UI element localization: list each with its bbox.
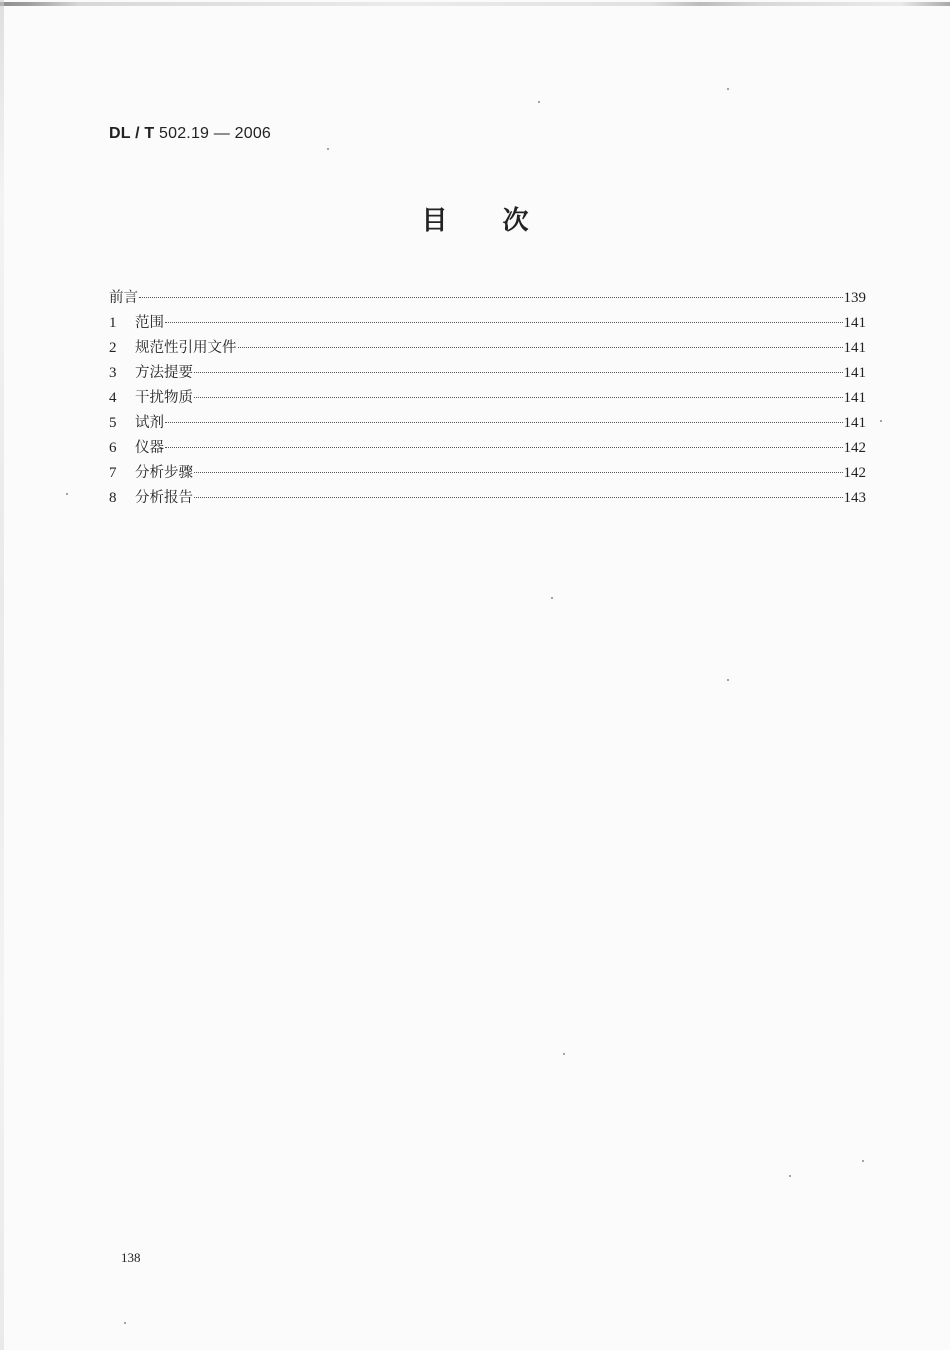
scan-top-edge: [0, 2, 950, 6]
toc-leader: [238, 347, 843, 348]
table-of-contents: [109, 286, 866, 511]
title-char-1: 目: [421, 206, 448, 236]
toc-page: 141: [843, 315, 866, 331]
toc-label: 试剂: [135, 415, 164, 431]
toc-leader: [165, 447, 843, 448]
toc-label: 干扰物质: [135, 390, 193, 406]
toc-number: 2: [109, 340, 117, 356]
scan-speck: [563, 1053, 565, 1055]
toc-item-7[interactable]: [109, 461, 866, 486]
toc-page: 141: [843, 415, 866, 431]
toc-leader: [194, 472, 843, 473]
toc-item-3[interactable]: [109, 361, 866, 386]
toc-label: 分析报告: [135, 490, 193, 506]
toc-leader: [165, 422, 843, 423]
page-title: [0, 200, 950, 237]
scan-speck: [538, 101, 540, 103]
scan-speck: [327, 148, 329, 150]
toc-label: 仪器: [135, 440, 164, 456]
scan-speck: [862, 1160, 864, 1162]
toc-item-8[interactable]: [109, 486, 866, 511]
toc-page: 139: [843, 290, 866, 306]
scan-speck: [727, 679, 729, 681]
toc-number: 3: [109, 365, 117, 381]
standard-number: 502.19 — 2006: [154, 125, 272, 142]
toc-number: 4: [109, 390, 117, 406]
standard-prefix: DL / T: [109, 125, 155, 142]
scan-speck: [789, 1175, 791, 1177]
toc-page: 142: [843, 440, 866, 456]
page-number: 138: [121, 1250, 141, 1265]
toc-label: 范围: [135, 315, 164, 331]
toc-number: 6: [109, 440, 117, 456]
toc-number: 1: [109, 315, 117, 331]
toc-leader: [194, 372, 843, 373]
toc-page: 141: [843, 340, 866, 356]
toc-number: 7: [109, 465, 117, 481]
toc-label: 前言: [109, 290, 138, 306]
toc-label: 分析步骤: [135, 465, 193, 481]
scan-speck: [880, 420, 882, 422]
scan-speck: [124, 1322, 126, 1324]
toc-leader: [165, 322, 843, 323]
toc-page: 143: [843, 490, 866, 506]
toc-item-2[interactable]: [109, 336, 866, 361]
scan-speck: [551, 597, 553, 599]
toc-item-6[interactable]: [109, 436, 866, 461]
toc-item-4[interactable]: [109, 386, 866, 411]
toc-label: 规范性引用文件: [135, 340, 237, 356]
scan-speck: [66, 493, 68, 495]
toc-item-foreword[interactable]: [109, 286, 866, 311]
scan-speck: [727, 88, 729, 90]
toc-number: 8: [109, 490, 117, 506]
toc-page: 141: [843, 390, 866, 406]
toc-page: 142: [843, 465, 866, 481]
toc-page: 141: [843, 365, 866, 381]
toc-label: 方法提要: [135, 365, 193, 381]
title-char-2: 次: [502, 206, 529, 236]
standard-code: [109, 125, 271, 143]
toc-item-1[interactable]: [109, 311, 866, 336]
toc-leader: [194, 397, 843, 398]
toc-item-5[interactable]: [109, 411, 866, 436]
toc-leader: [139, 297, 843, 298]
toc-leader: [194, 497, 843, 498]
toc-number: 5: [109, 415, 117, 431]
